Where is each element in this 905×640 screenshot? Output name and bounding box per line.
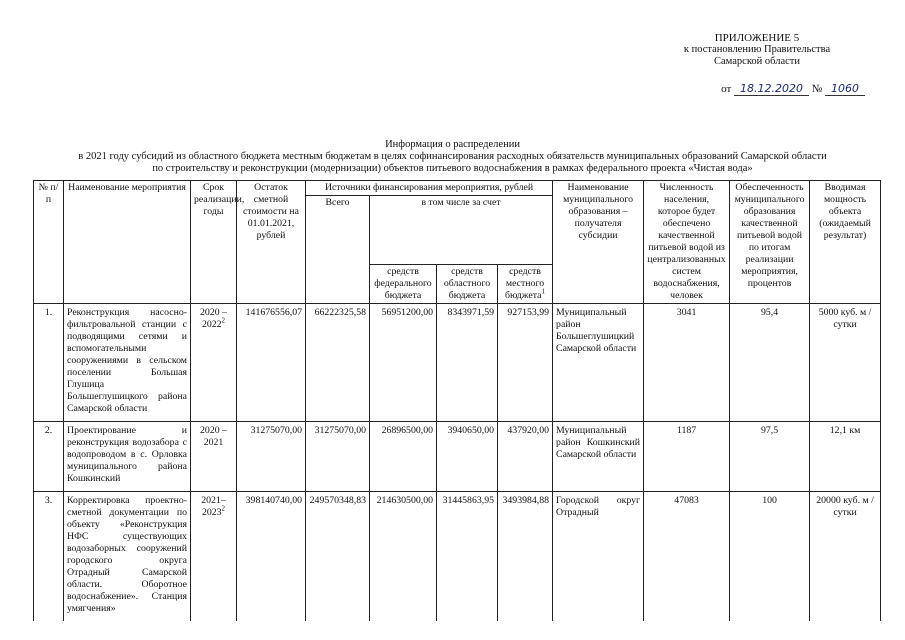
table-header [34,181,881,304]
row-balance: 31275070,00 [237,422,306,492]
row-period [191,422,237,492]
row-local: 3493984,88 [498,492,553,622]
appendix-header [657,32,857,68]
row-period-text: 2021– 2023 [201,495,226,518]
row-regional: 8343971,59 [437,304,498,422]
row-recipient: Муниципальный район Кошкинский Самарской области [553,422,644,492]
header-sources: Источники финансирования мероприятия, рублей [306,181,553,196]
appendix-line-2: Самарской области [714,56,800,67]
row-name: Проектирование и реконструкция водозабора с водопроводом в с. Орловка муниципального района Кошкинский [64,422,191,492]
header-local [498,265,553,304]
header-regional: средств областного бюджета [437,265,498,304]
row-population: 3041 [644,304,730,422]
row-local: 437920,00 [498,422,553,492]
row-total: 249570348,83 [306,492,370,622]
document-heading [0,139,905,175]
header-name: Наименование мероприятия [64,181,191,304]
header-population: Численность населения, которое будет обеспечено качественной питьевой водой из централизованных систем водоснабжения, человек [644,181,730,304]
row-num: 1. [34,304,64,422]
row-period [191,304,237,422]
row-balance: 398140740,00 [237,492,306,622]
header-including: в том числе за счет [370,196,553,265]
table-body [34,304,881,622]
row-period [191,492,237,622]
row-recipient: Городской округ Отрадный [553,492,644,622]
decree-from-label: от [721,83,732,95]
header-period: Срок реализации, годы [191,181,237,304]
row-total: 66222325,58 [306,304,370,422]
heading-line-1: Информация о распределении [385,139,520,150]
row-regional: 3940650,00 [437,422,498,492]
decree-number-label: № [811,83,823,95]
header-total: Всего [306,196,370,304]
row-recipient: Муниципальный район Большеглушицкий Самарской области [553,304,644,422]
header-num: № п/п [34,181,64,304]
row-capacity: 20000 куб. м / сутки [810,492,881,622]
row-total: 31275070,00 [306,422,370,492]
row-share: 95,4 [730,304,810,422]
row-balance: 141676556,07 [237,304,306,422]
row-share: 100 [730,492,810,622]
header-share: Обеспеченность муниципального образования качественной питьевой водой по итогам реализации мероприятия, процентов [730,181,810,304]
row-period-text: 2020 – 2022 [200,307,227,330]
row-federal: 214630500,00 [370,492,437,622]
row-capacity: 5000 куб. м / сутки [810,304,881,422]
appendix-line-1: к постановлению Правительства [683,44,831,55]
row-num: 3. [34,492,64,622]
table-row [34,492,881,622]
row-federal: 56951200,00 [370,304,437,422]
decree-date-number [721,82,865,95]
header-capacity: Вводимая мощность объекта (ожидаемый результат) [810,181,881,304]
header-balance: Остаток сметной стоимости на 01.01.2021, рублей [237,181,306,304]
row-period-footnote: 2 [221,504,226,513]
row-name: Корректировка проектно-сметной документации по объекту «Реконструкция НФС существующих водозаборных сооружений городского округа Отрадный Самарской области. Оборотное водоснабжение». Станция умягчения» [64,492,191,622]
row-local: 927153,99 [498,304,553,422]
row-population: 1187 [644,422,730,492]
header-federal: средств федерального бюджета [370,265,437,304]
decree-number: 1060 [825,82,865,96]
header-local-footnote: 1 [541,287,546,296]
row-period-footnote: 2 [221,316,226,325]
row-share: 97,5 [730,422,810,492]
row-name: Реконструкция насосно-фильтровальной станции с подводящими сетями и вспомогательными сооружениями в сельском поселении Большая Глушица Большеглушицкого района Самарской области [64,304,191,422]
header-local-text: средств местного бюджета [505,266,545,301]
row-federal: 26896500,00 [370,422,437,492]
table-row [34,422,881,492]
heading-line-3: по строительству и реконструкции (модернизации) объектов питьевого водоснабжения в рамках федерального проекта «Чистая вода» [152,163,753,174]
row-regional: 31445863,95 [437,492,498,622]
row-capacity: 12,1 км [810,422,881,492]
row-population: 47083 [644,492,730,622]
table-row [34,304,881,422]
decree-date: 18.12.2020 [734,82,809,96]
row-period-text: 2020 – 2021 [200,425,227,448]
header-recipient: Наименование муниципального образования – получателя субсидии [553,181,644,304]
heading-line-2: в 2021 году субсидий из областного бюджета местным бюджетам в целях софинансирования расходных обязательств муниципальных образований Самарской области [78,151,827,162]
row-num: 2. [34,422,64,492]
subsidy-table [33,180,881,621]
appendix-title: ПРИЛОЖЕНИЕ 5 [714,32,800,44]
